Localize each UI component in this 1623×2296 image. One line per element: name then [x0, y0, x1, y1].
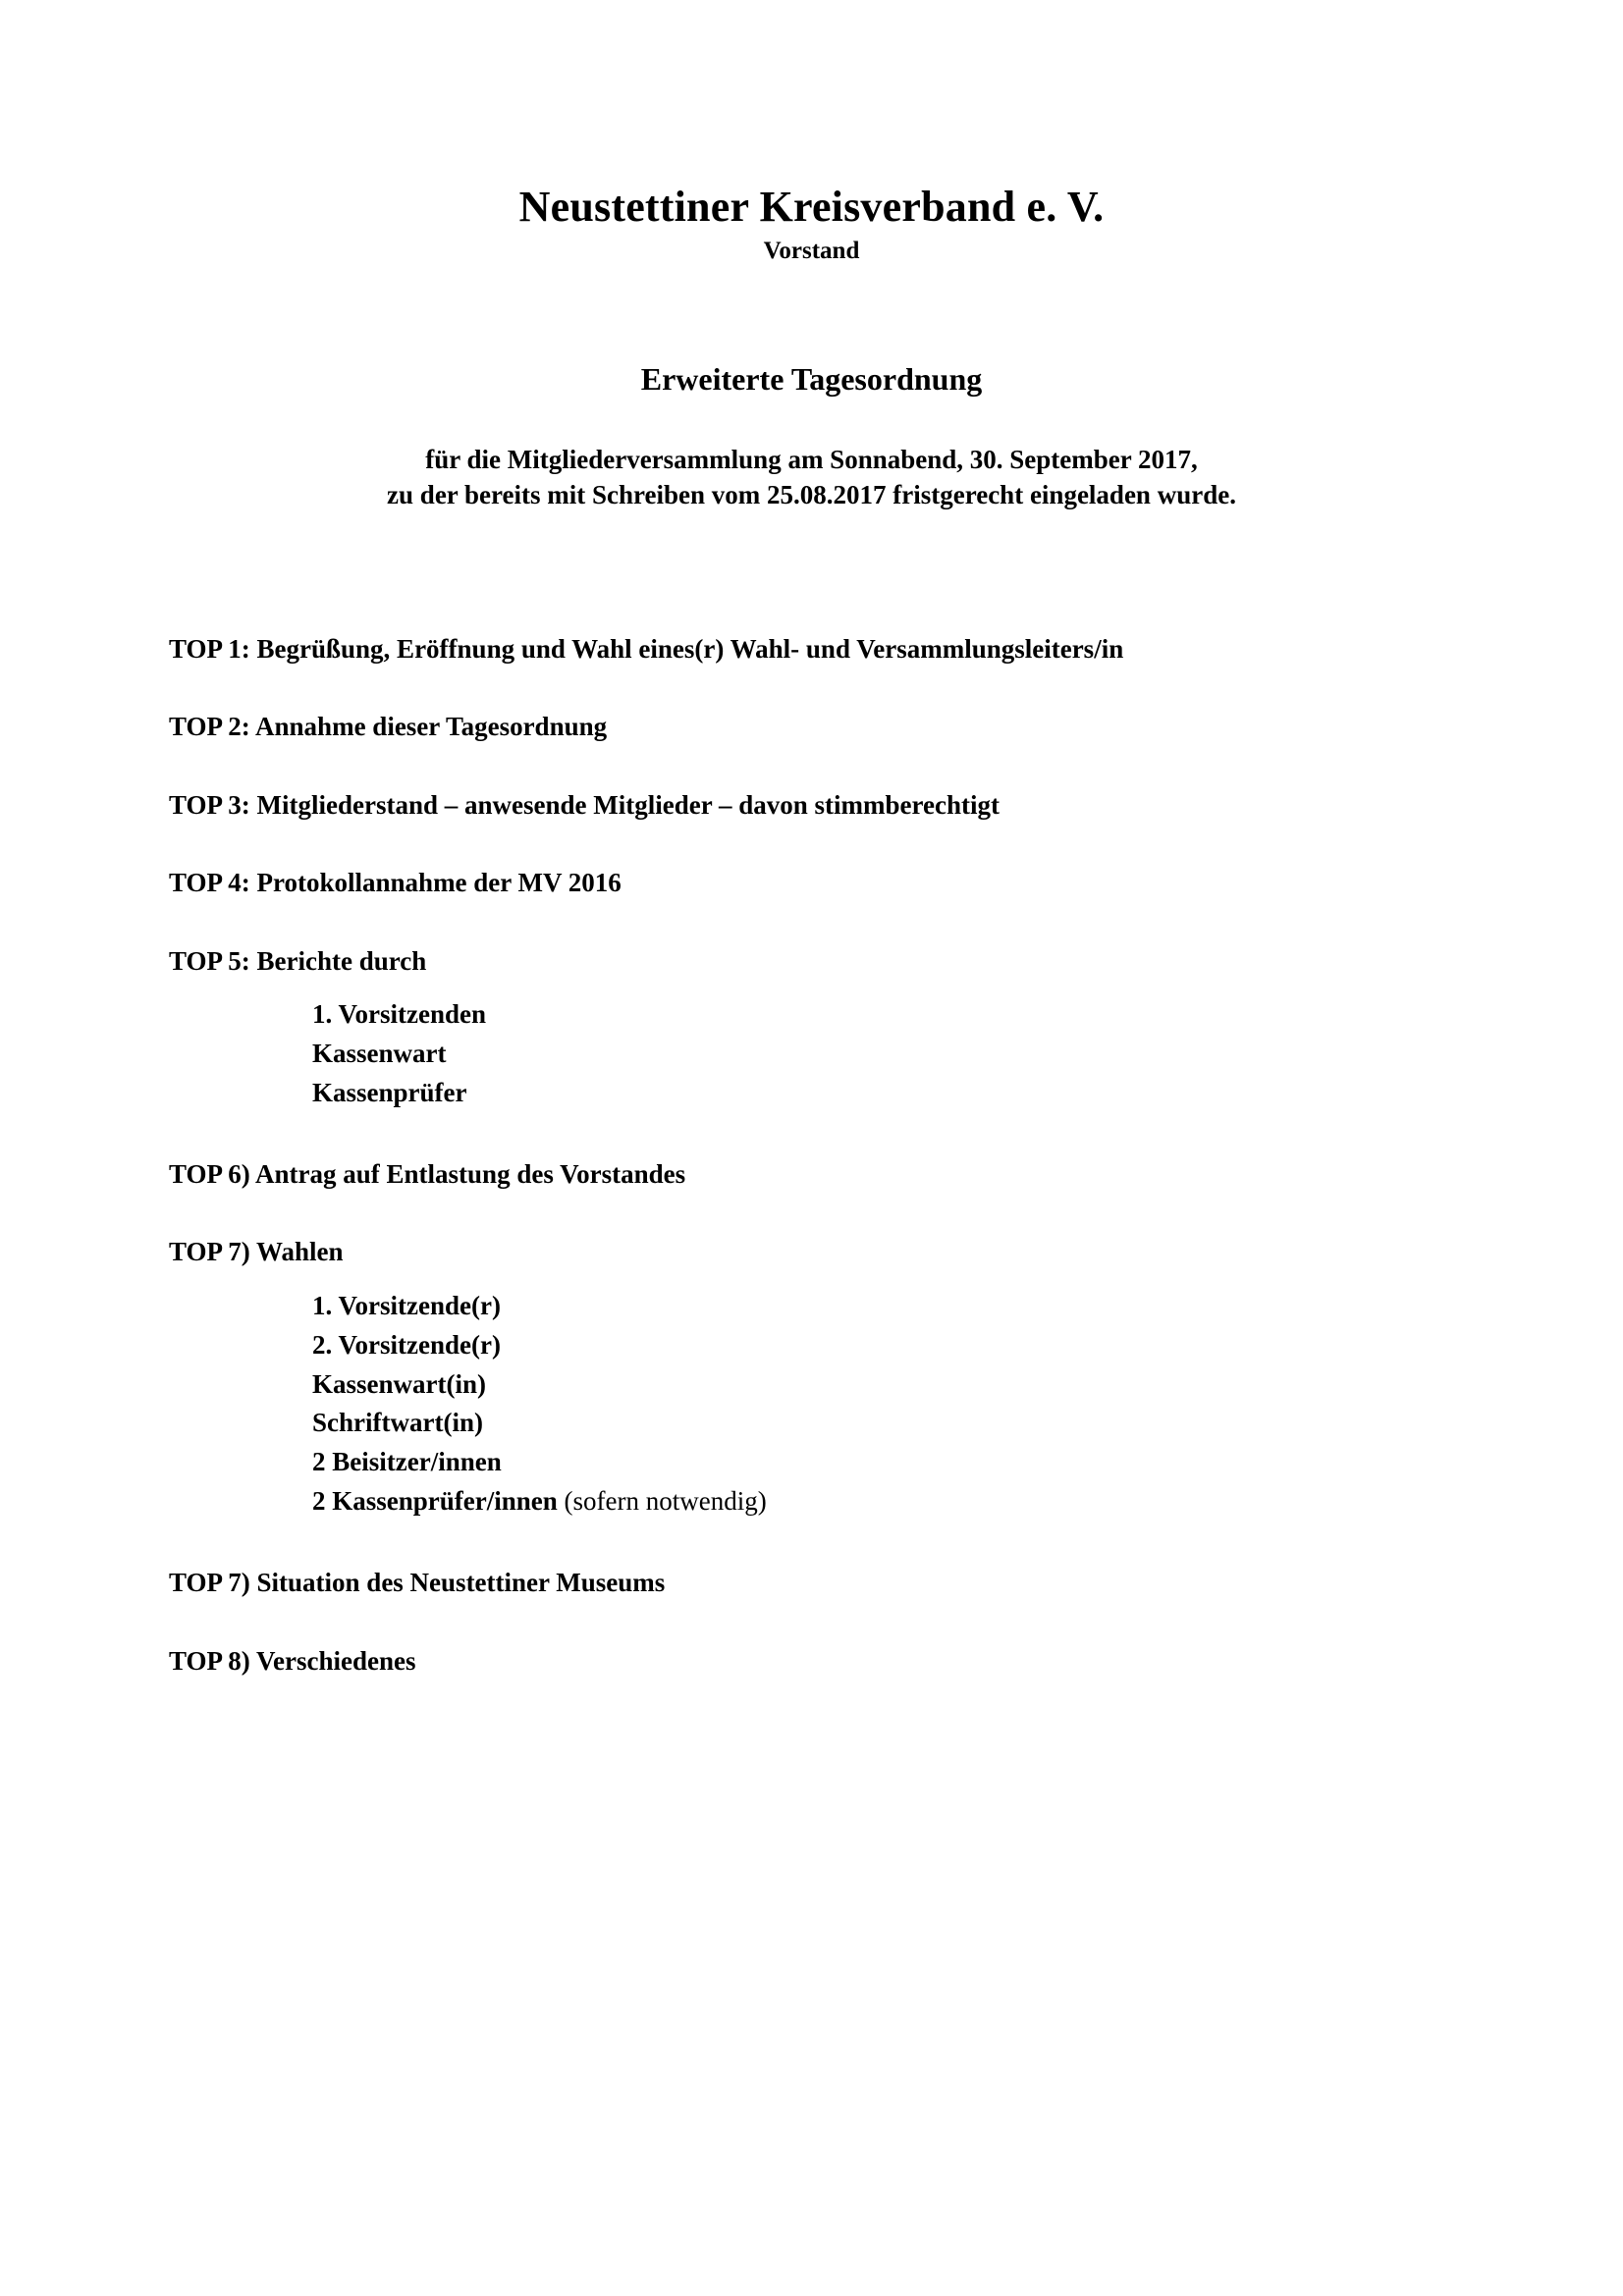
reports-sublist-item: Kassenprüfer	[312, 1077, 467, 1107]
elections-role-label: 2 Kassenprüfer/innen	[312, 1486, 558, 1517]
elections-sublist-item	[312, 1404, 1465, 1443]
elections-role-label: Kassenwart(in)	[312, 1368, 486, 1399]
agenda-item-top3: TOP 3: Mitgliederstand – anwesende Mitglieder – davon stimmberechtigt	[169, 789, 1000, 820]
reports-sublist-item: Kassenwart	[312, 1038, 447, 1068]
agenda-list	[169, 633, 1465, 1677]
document-header	[0, 183, 1623, 266]
elections-sublist	[169, 1287, 1465, 1522]
agenda-item-top1: TOP 1: Begrüßung, Eröffnung und Wahl eines(r) Wahl- und Versammlungsleiters/in	[169, 634, 1124, 664]
organization-subtitle: Vorstand	[763, 238, 860, 265]
agenda-item-top5: TOP 5: Berichte durch	[169, 945, 427, 976]
intro-line-2: zu der bereits mit Schreiben vom 25.08.2017 fristgerecht eingeladen wurde.	[387, 479, 1236, 509]
elections-role-note: (sofern notwendig)	[557, 1486, 767, 1517]
document-intro	[0, 443, 1623, 513]
elections-role-label: Schriftwart(in)	[312, 1408, 483, 1438]
elections-sublist-item	[312, 1287, 1465, 1326]
agenda-item-top6: TOP 6) Antrag auf Entlastung des Vorstandes	[169, 1158, 686, 1189]
intro-line-1: für die Mitgliederversammlung am Sonnabend, 30. September 2017,	[425, 445, 1198, 474]
reports-sublist	[169, 995, 1465, 1113]
elections-role-label: 2. Vorsitzende(r)	[312, 1329, 501, 1360]
agenda-item-top4: TOP 4: Protokollannahme der MV 2016	[169, 868, 622, 898]
agenda-item-top2: TOP 2: Annahme dieser Tagesordnung	[169, 712, 608, 742]
agenda-item-top7-elections: TOP 7) Wahlen	[169, 1237, 344, 1267]
elections-sublist-item	[312, 1482, 1465, 1522]
elections-role-label: 1. Vorsitzende(r)	[312, 1290, 501, 1320]
elections-sublist-item	[312, 1443, 1465, 1482]
agenda-item-top8: TOP 8) Verschiedenes	[169, 1645, 416, 1676]
elections-role-label: 2 Beisitzer/innen	[312, 1447, 502, 1477]
agenda-item-top7-museum: TOP 7) Situation des Neustettiner Museums	[169, 1568, 666, 1598]
reports-sublist-item: 1. Vorsitzenden	[312, 998, 487, 1029]
document-title: Erweiterte Tagesordnung	[640, 361, 983, 397]
organization-title: Neustettiner Kreisverband e. V.	[518, 183, 1105, 231]
elections-sublist-item	[312, 1326, 1465, 1365]
elections-sublist-item	[312, 1365, 1465, 1405]
